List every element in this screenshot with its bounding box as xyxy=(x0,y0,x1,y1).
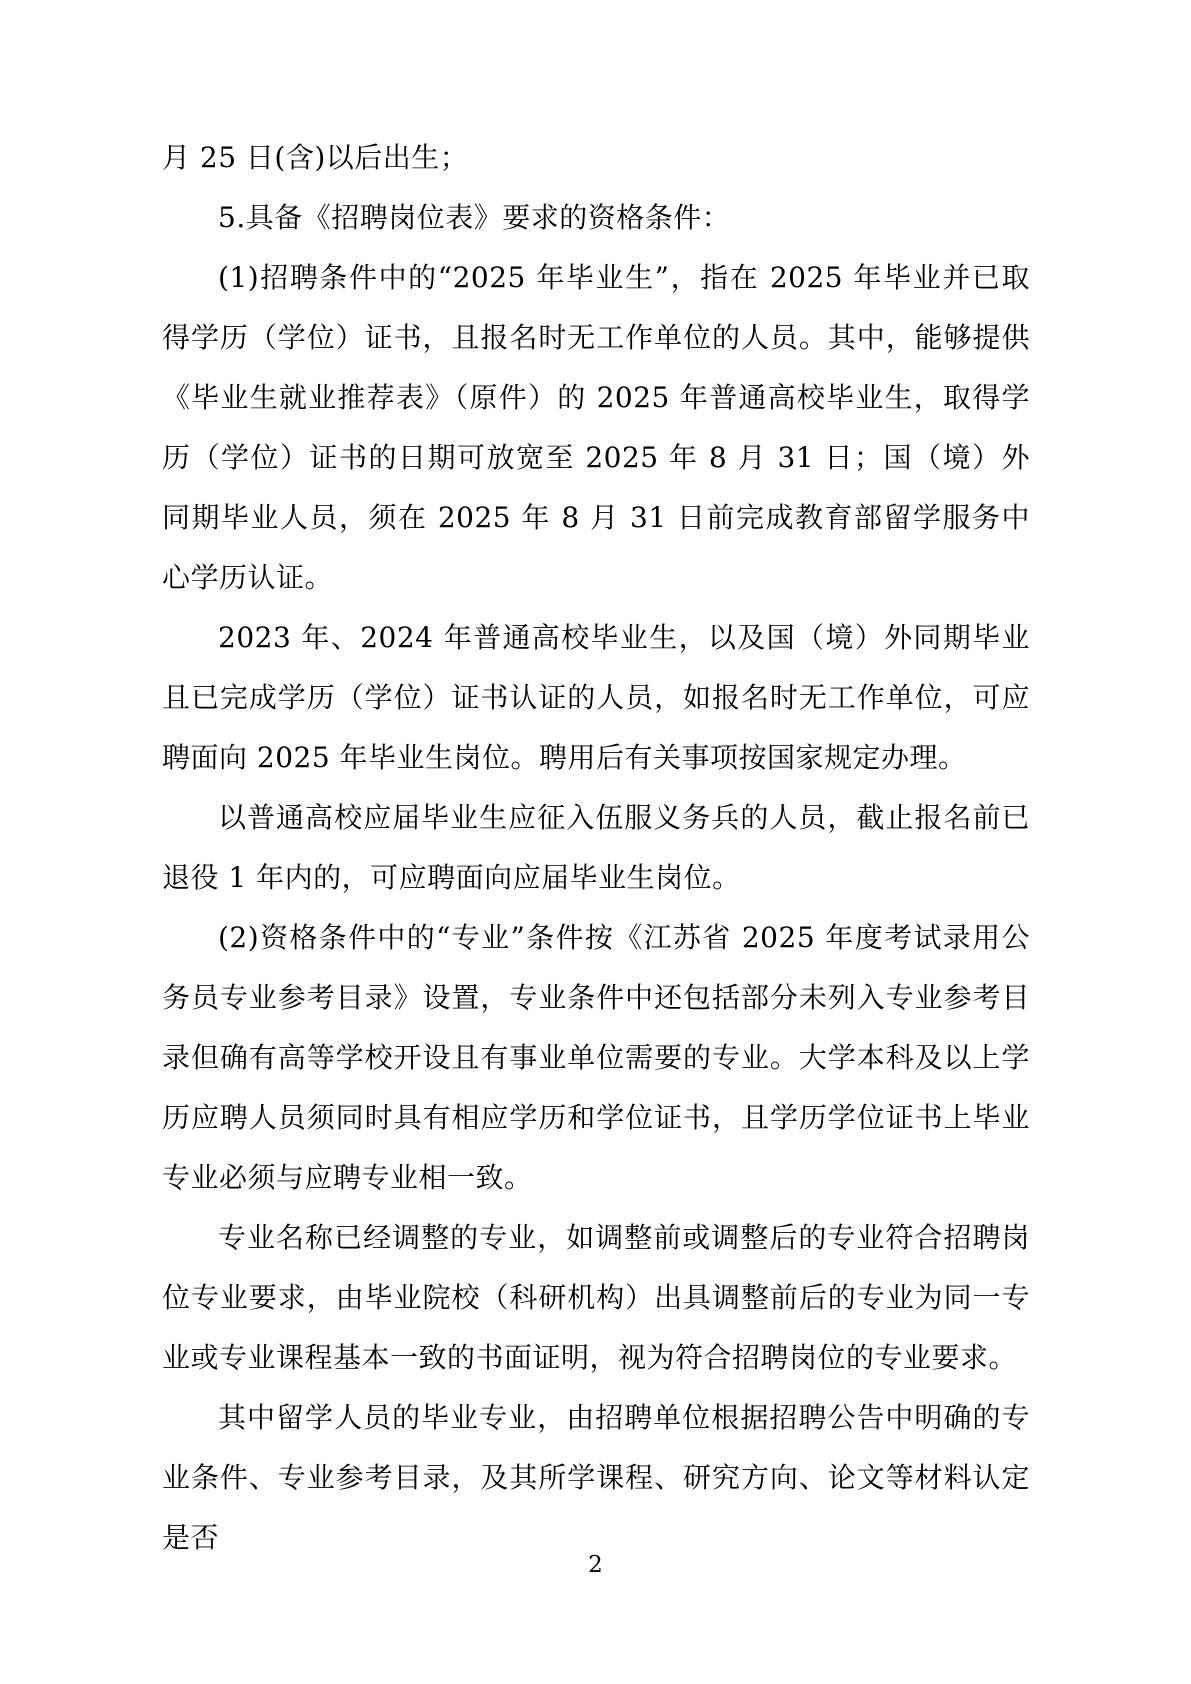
paragraph-item-5-1: (1)招聘条件中的“2025 年毕业生”，指在 2025 年毕业并已取得学历（学位）证书，且报名时无工作单位的人员。其中，能够提供《毕业生就业推荐表》（原件）的 2025 年普通高校毕业生，取得学历（学位）证书的日期可放宽至 2025 年 8 月 31 日；国（境）外同期毕业人员，须在 2025 年 8 月 31 日前完成教育部留学服务中心学历认证。 xyxy=(162,261,1030,594)
page-number: 2 xyxy=(588,1552,603,1578)
paragraph-continuation: 月 25 日(含)以后出生； xyxy=(162,141,469,174)
paragraph-major-renamed: 专业名称已经调整的专业，如调整前或调整后的专业符合招聘岗位专业要求，由毕业院校（科研机构）出具调整前后的专业为同一专业或专业课程基本一致的书面证明，视为符合招聘岗位的专业要求。 xyxy=(162,1221,1030,1374)
paragraph-overseas-students: 其中留学人员的毕业专业，由招聘单位根据招聘公告中明确的专业条件、专业参考目录，及其所学课程、研究方向、论文等材料认定是否 xyxy=(162,1401,1030,1554)
paragraph-veterans: 以普通高校应届毕业生应征入伍服义务兵的人员，截止报名前已退役 1 年内的，可应聘面向应届毕业生岗位。 xyxy=(162,801,1030,894)
paragraph-item-5-2: (2)资格条件中的“专业”条件按《江苏省 2025 年度考试录用公务员专业参考目录》设置，专业条件中还包括部分未列入专业参考目录但确有高等学校开设且有事业单位需要的专业。大学本科及以上学历应聘人员须同时具有相应学历和学位证书，且学历学位证书上毕业专业必须与应聘专业相一致。 xyxy=(162,921,1030,1194)
paragraph-2023-2024-graduates: 2023 年、2024 年普通高校毕业生，以及国（境）外同期毕业且已完成学历（学位）证书认证的人员，如报名时无工作单位，可应聘面向 2025 年毕业生岗位。聘用后有关事项按国家规定办理。 xyxy=(162,621,1030,774)
paragraph-item-5: 5.具备《招聘岗位表》要求的资格条件： xyxy=(218,201,731,234)
document-body xyxy=(162,128,1030,1568)
